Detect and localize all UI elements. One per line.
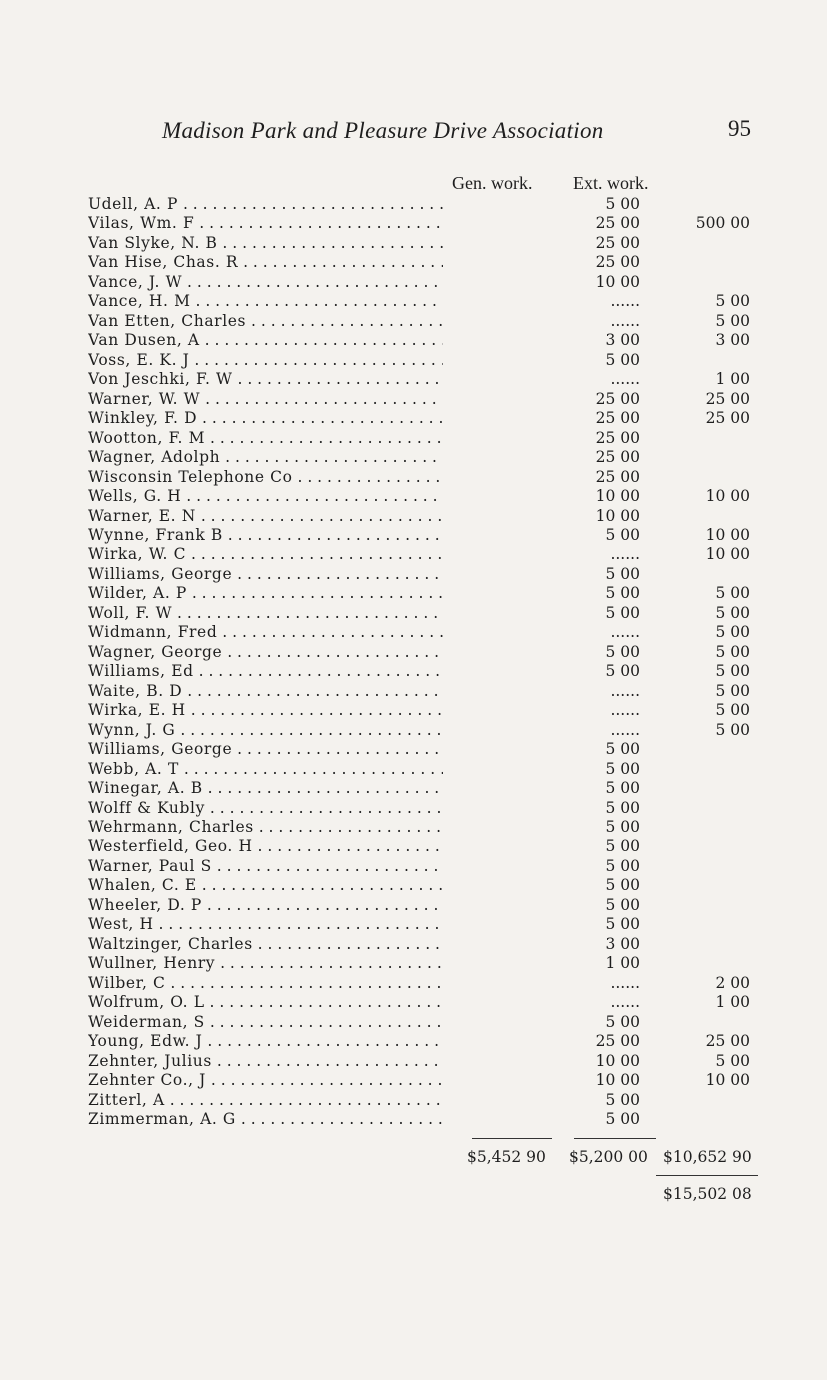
ext-work-amount: 5 00 — [715, 681, 750, 700]
gen-work-amount: 5 00 — [605, 818, 640, 836]
subscriber-name: Williams, George . . . — [88, 740, 443, 759]
subscriber-name: Weiderman, S . . . — [88, 1013, 443, 1032]
subscriber-name: Wynn, J. G . . . — [88, 721, 443, 740]
gen-work-amount: 5 00 — [605, 584, 640, 603]
list-item — [88, 623, 750, 642]
gen-work-amount: 5 00 — [605, 1110, 640, 1129]
list-item — [88, 507, 688, 526]
list-item — [88, 1013, 688, 1032]
list-item — [88, 1032, 750, 1051]
gen-work-amount: 25 00 — [595, 1032, 640, 1051]
list-item — [88, 915, 688, 934]
ext-work-amount: 5 00 — [715, 701, 750, 720]
subscriber-name: Wilber, C . . . — [88, 974, 443, 993]
gen-total-rule — [472, 1138, 552, 1139]
gen-work-amount: 3 00 — [605, 934, 640, 953]
subscriber-name: Waltzinger, Charles . . . — [88, 935, 443, 954]
subscriber-name: Wells, G. H . . . — [88, 487, 443, 506]
gen-work-amount: 25 00 — [595, 467, 640, 486]
ext-work-amount: 10 00 — [705, 1071, 750, 1090]
list-item — [88, 760, 688, 779]
gen-work-amount: 5 00 — [605, 525, 640, 544]
subscriber-name: Warner, E. N . . . — [88, 507, 443, 526]
list-item — [88, 370, 750, 389]
gen-work-amount: ...... — [610, 681, 640, 700]
gen-work-amount: 5 00 — [605, 779, 640, 798]
list-item — [88, 525, 750, 545]
ext-work-column-header: Ext. work. — [573, 173, 649, 193]
subscriber-name: Vance, H. M . . . — [88, 292, 443, 311]
subscriber-name: Vance, J. W . . . — [88, 273, 443, 292]
list-item — [88, 701, 750, 720]
subscriber-name: Williams, George . . . — [88, 565, 443, 584]
gen-work-amount: ...... — [610, 545, 640, 564]
list-item — [88, 292, 750, 311]
ext-work-amount: 5 00 — [715, 603, 750, 622]
ext-work-amount: 1 00 — [715, 993, 750, 1012]
ext-work-amount: 10 00 — [705, 545, 750, 564]
list-item — [88, 818, 688, 837]
list-item — [88, 389, 750, 409]
gen-work-amount: 5 00 — [605, 837, 640, 856]
gen-work-amount: ...... — [610, 623, 640, 642]
gen-work-amount: 10 00 — [595, 1051, 640, 1070]
subscriber-name: Wagner, Adolph . . . — [88, 448, 443, 467]
gen-work-amount: 10 00 — [595, 506, 640, 525]
gen-work-amount: 5 00 — [605, 915, 640, 934]
list-item — [88, 195, 688, 214]
running-head: Madison Park and Pleasure Drive Association — [162, 118, 604, 143]
subscriber-name: Winegar, A. B . . . — [88, 779, 443, 798]
ext-work-amount: 5 00 — [715, 1051, 750, 1070]
gen-work-amount: 5 00 — [605, 895, 640, 914]
gen-work-amount: 5 00 — [605, 662, 640, 681]
subscriber-name: Wootton, F. M . . . — [88, 429, 443, 448]
page-number: 95 — [728, 116, 751, 141]
subscriber-name: Wirka, E. H . . . — [88, 701, 443, 720]
list-item — [88, 409, 750, 428]
gen-work-total: $5,452 90 — [467, 1148, 546, 1166]
list-item — [88, 896, 688, 915]
gen-work-amount: 25 00 — [595, 428, 640, 447]
ext-work-amount: 25 00 — [705, 409, 750, 428]
subscriber-name: Van Etten, Charles . . . — [88, 312, 443, 331]
list-item — [88, 740, 688, 759]
gen-work-amount: 5 00 — [605, 1012, 640, 1031]
list-item — [88, 1110, 688, 1129]
subscriber-name: Widmann, Fred . . . — [88, 623, 443, 642]
gen-work-amount: ...... — [610, 720, 640, 739]
gen-work-amount: 25 00 — [595, 448, 640, 467]
subscriber-name: Westerfield, Geo. H . . . — [88, 837, 443, 856]
subscriber-name: Wynne, Frank B . . . — [88, 526, 443, 545]
list-item — [88, 565, 688, 584]
gen-work-amount: 25 00 — [595, 233, 640, 252]
gen-work-amount: 5 00 — [605, 759, 640, 778]
gen-work-amount: 25 00 — [595, 214, 640, 233]
subscriber-name: Wilder, A. P . . . — [88, 584, 443, 603]
gen-work-amount: 1 00 — [605, 954, 640, 973]
ext-work-amount: 5 00 — [715, 292, 750, 311]
list-item — [88, 214, 750, 233]
subscriber-name: Zimmerman, A. G . . . — [88, 1110, 443, 1129]
subscriber-list — [88, 195, 750, 1130]
subscriber-name: Wehrmann, Charles . . . — [88, 818, 443, 837]
subscriber-name: Wolff & Kubly . . . — [88, 799, 443, 818]
list-item — [88, 720, 750, 740]
subscriber-name: Webb, A. T . . . — [88, 760, 443, 779]
gen-work-amount: 5 00 — [605, 603, 640, 622]
gen-work-amount: ...... — [610, 370, 640, 389]
gen-work-amount: 5 00 — [605, 350, 640, 369]
subscriber-name: Van Hise, Chas. R . . . — [88, 253, 443, 272]
ext-work-amount: 1 00 — [715, 370, 750, 389]
list-item — [88, 662, 750, 681]
list-item — [88, 1051, 750, 1071]
gen-work-amount: 5 00 — [605, 740, 640, 759]
grand-total-rule — [656, 1175, 758, 1176]
list-item — [88, 779, 688, 798]
subscriber-name: Wirka, W. C . . . — [88, 545, 443, 564]
list-item — [88, 837, 688, 856]
gen-work-amount: 5 00 — [605, 876, 640, 895]
list-item — [88, 1091, 688, 1110]
grand-total: $15,502 08 — [663, 1185, 752, 1203]
combined-total: $10,652 90 — [663, 1148, 752, 1166]
subscriber-name: Wagner, George . . . — [88, 643, 443, 662]
list-item — [88, 642, 750, 662]
ext-work-amount: 2 00 — [715, 973, 750, 992]
gen-work-amount: 5 00 — [605, 1090, 640, 1109]
ext-work-amount: 25 00 — [705, 1032, 750, 1051]
subscriber-name: West, H . . . — [88, 915, 443, 934]
gen-work-amount: ...... — [610, 973, 640, 992]
list-item — [88, 935, 688, 954]
subscriber-name: Winkley, F. D . . . — [88, 409, 443, 428]
gen-work-amount: 10 00 — [595, 272, 640, 291]
subscriber-name: Warner, Paul S . . . — [88, 857, 443, 876]
gen-work-amount: 5 00 — [605, 798, 640, 817]
gen-work-column-header: Gen. work. — [452, 173, 533, 193]
subscriber-name: Van Slyke, N. B . . . — [88, 234, 443, 253]
gen-work-amount: 5 00 — [605, 564, 640, 583]
ext-work-amount: 5 00 — [715, 311, 750, 330]
list-item — [88, 973, 750, 993]
ext-work-amount: 25 00 — [705, 389, 750, 408]
list-item — [88, 351, 688, 370]
gen-work-amount: ...... — [610, 311, 640, 330]
subscriber-name: Waite, B. D . . . — [88, 682, 443, 701]
subscriber-name: Zehnter Co., J . . . — [88, 1071, 443, 1090]
gen-work-amount: 3 00 — [605, 331, 640, 350]
subscriber-name: Voss, E. K. J . . . — [88, 351, 443, 370]
subscriber-name: Udell, A. P . . . — [88, 195, 443, 214]
subscriber-name: Williams, Ed . . . — [88, 662, 443, 681]
subscriber-name: Zitterl, A . . . — [88, 1091, 443, 1110]
gen-work-amount: ...... — [610, 701, 640, 720]
list-item — [88, 253, 688, 272]
subscriber-name: Wullner, Henry . . . — [88, 954, 443, 973]
list-item — [88, 584, 750, 603]
list-item — [88, 857, 688, 876]
gen-work-amount: 25 00 — [595, 409, 640, 428]
list-item — [88, 876, 688, 895]
ext-work-amount: 3 00 — [715, 331, 750, 350]
ext-work-amount: 5 00 — [715, 623, 750, 642]
subscriber-name: Whalen, C. E . . . — [88, 876, 443, 895]
subscriber-name: Wheeler, D. P . . . — [88, 896, 443, 915]
list-item — [88, 954, 688, 973]
gen-work-amount: 10 00 — [595, 1071, 640, 1090]
ext-work-amount: 10 00 — [705, 525, 750, 544]
list-item — [88, 1071, 750, 1090]
ext-work-amount: 500 00 — [695, 214, 750, 233]
ext-work-amount: 5 00 — [715, 642, 750, 661]
ext-work-amount: 5 00 — [715, 584, 750, 603]
subscriber-name: Wisconsin Telephone Co . . . — [88, 468, 443, 487]
subscriber-name: Woll, F. W . . . — [88, 604, 443, 623]
gen-work-amount: 5 00 — [605, 642, 640, 661]
subscriber-name: Young, Edw. J . . . — [88, 1032, 443, 1051]
subscriber-name: Von Jeschki, F. W . . . — [88, 370, 443, 389]
subscriber-name: Van Dusen, A . . . — [88, 331, 443, 350]
ext-work-amount: 10 00 — [705, 487, 750, 506]
list-item — [88, 468, 688, 487]
list-item — [88, 448, 688, 467]
list-item — [88, 273, 688, 292]
gen-work-amount: ...... — [610, 993, 640, 1012]
gen-work-amount: 10 00 — [595, 487, 640, 506]
gen-work-amount: ...... — [610, 292, 640, 311]
list-item — [88, 234, 688, 253]
list-item — [88, 799, 688, 818]
subscriber-name: Wolfrum, O. L . . . — [88, 993, 443, 1012]
subscriber-name: Zehnter, Julius . . . — [88, 1052, 443, 1071]
gen-work-amount: 25 00 — [595, 253, 640, 272]
list-item — [88, 311, 750, 331]
ext-work-total: $5,200 00 — [569, 1148, 648, 1166]
list-item — [88, 487, 750, 506]
list-item — [88, 545, 750, 564]
ext-total-rule — [574, 1138, 656, 1139]
list-item — [88, 429, 688, 448]
ext-work-amount: 5 00 — [715, 720, 750, 739]
gen-work-amount: 5 00 — [605, 195, 640, 213]
gen-work-amount: 25 00 — [595, 389, 640, 408]
list-item — [88, 681, 750, 701]
list-item — [88, 331, 750, 350]
list-item — [88, 993, 750, 1012]
gen-work-amount: 5 00 — [605, 856, 640, 875]
subscriber-name: Vilas, Wm. F . . . — [88, 214, 443, 233]
subscriber-name: Warner, W. W . . . — [88, 390, 443, 409]
ext-work-amount: 5 00 — [715, 662, 750, 681]
list-item — [88, 603, 750, 623]
